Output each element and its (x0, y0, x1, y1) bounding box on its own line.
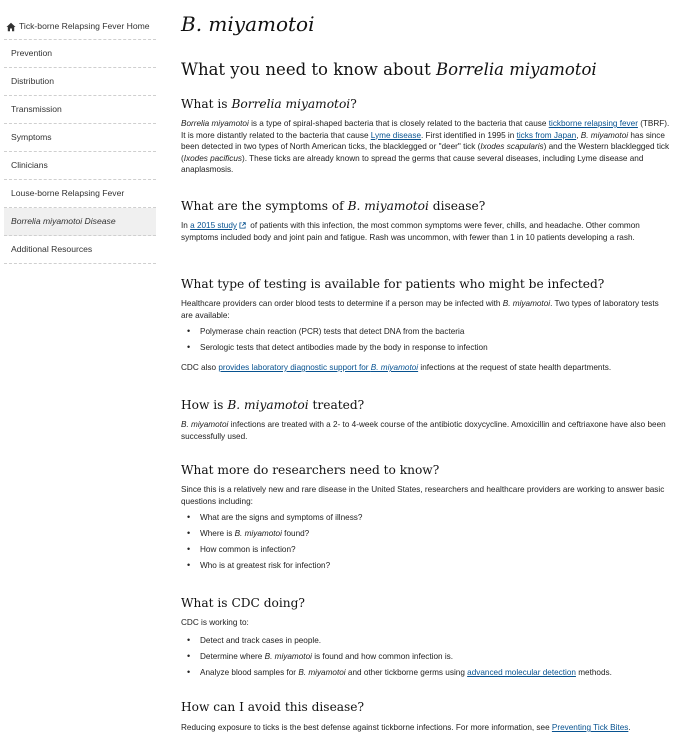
section-paragraph: Since this is a relatively new and rare disease in the United States, researchers and healthcare providers are working to answer basic questions including: (181, 485, 665, 506)
study-2015-link[interactable]: a 2015 study (190, 221, 237, 230)
sidebar-item-prevention[interactable] (4, 40, 156, 68)
paragraph-text: . First identified in 1995 in (421, 130, 517, 140)
home-icon (6, 22, 16, 32)
sidebar-item-label: Additional Resources (11, 244, 93, 254)
list-item-text: Where is (200, 529, 235, 538)
sidebar-item-transmission[interactable] (4, 96, 156, 124)
list-item: • Polymerase chain reaction (PCR) tests that detect DNA from the bacteria (181, 326, 671, 338)
page-subtitle (181, 60, 671, 80)
paragraph-text: CDC also (181, 363, 219, 372)
heading-italic: Borrelia miyamotoi (231, 97, 351, 111)
paragraph-text: , (576, 130, 581, 140)
italic-text: Borrelia miyamotoi (181, 119, 249, 128)
paragraph-text: (TBRF). It is more distantly related to the bacteria that cause (181, 119, 670, 140)
subtitle-italic: Borrelia miyamotoi (435, 60, 597, 79)
ticks-from-japan-link[interactable]: ticks from Japan (516, 130, 577, 140)
section-paragraph (181, 362, 671, 374)
list-item: • Who is at greatest risk for infection? (181, 560, 671, 572)
link-text: provides laboratory diagnostic support for (218, 363, 371, 372)
list-item: • Serologic tests that detect antibodies made by the body in response to infection (181, 342, 671, 354)
section-cdc (181, 596, 671, 678)
testing-list (181, 326, 671, 353)
section-research (181, 463, 671, 572)
sidebar-item-label-italic: Borrelia miyamotoi (11, 216, 83, 226)
sidebar-item-clinicians[interactable] (4, 152, 156, 180)
heading-italic: B. miyamotoi (227, 398, 309, 412)
subtitle-text: What you need to know about (181, 60, 436, 79)
italic-text: B. miyamotoi (264, 651, 312, 661)
lyme-disease-link[interactable]: Lyme disease (370, 130, 421, 140)
sidebar-item-label: Clinicians (11, 160, 48, 170)
paragraph-text: . Two types of laboratory tests are available: (181, 299, 659, 320)
list-item-text: and other tickborne germs using (345, 667, 468, 677)
sidebar-item-home[interactable] (4, 18, 156, 40)
paragraph-text: ). These ticks are already known to spread the germs that cause several diseases, including Lyme disease and anaplasmosis. (181, 153, 644, 174)
italic-text: B. miyamotoi (298, 667, 346, 677)
section-treated (181, 398, 671, 442)
list-item (181, 651, 671, 663)
paragraph-text: infections at the request of state health departments. (418, 363, 612, 372)
preventing-tick-bites-link[interactable]: Preventing Tick Bites (551, 723, 629, 732)
heading-text: ? (350, 97, 357, 111)
section-what-is (181, 97, 671, 176)
tickborne-relapsing-fever-link[interactable]: tickborne relapsing fever (548, 119, 638, 128)
list-item-text: methods. (575, 667, 612, 677)
paragraph-text: In (181, 221, 191, 230)
sidebar-item-distribution[interactable] (4, 68, 156, 96)
section-heading: What type of testing is available for patients who might be infected? (181, 277, 605, 291)
section-paragraph (181, 722, 671, 734)
list-item: • How common is infection? (181, 544, 671, 556)
section-heading: What is CDC doing? (181, 596, 305, 610)
heading-text: treated? (308, 398, 365, 412)
list-item-text: found? (281, 529, 310, 538)
section-paragraph (181, 298, 671, 321)
list-item-text: Determine where (200, 651, 265, 661)
sidebar-item-symptoms[interactable] (4, 124, 156, 152)
list-item (181, 528, 671, 540)
section-paragraph (181, 220, 671, 243)
list-item (181, 667, 671, 679)
sidebar-item-label: Transmission (11, 104, 62, 114)
section-symptoms (181, 199, 671, 243)
section-heading (181, 398, 671, 413)
section-testing (181, 277, 671, 374)
section-heading: What more do researchers need to know? (181, 463, 440, 477)
italic-text: Ixodes scapularis (480, 142, 544, 151)
research-list (181, 512, 671, 572)
paragraph-text: . (628, 723, 631, 732)
heading-text: What are the symptoms of (181, 199, 348, 213)
paragraph-text: Healthcare providers can order blood tests to determine if a person may be infected with (181, 299, 503, 308)
italic-text: B. miyamotoi (580, 130, 629, 140)
main-content (181, 12, 671, 732)
italic-text: B. miyamotoi (181, 420, 229, 429)
advanced-molecular-detection-link[interactable]: advanced molecular detection (467, 667, 576, 677)
page-title: B. miyamotoi (181, 12, 315, 36)
section-heading (181, 199, 671, 214)
italic-text: B. miyamotoi (502, 299, 551, 308)
section-heading (181, 97, 671, 112)
section-avoid (181, 700, 671, 734)
paragraph-text: ) and the Western blacklegged tick ( (181, 142, 670, 163)
sidebar-item-label: Tick-borne Relapsing Fever Home (19, 21, 150, 31)
section-heading: How can I avoid this disease? (181, 700, 365, 714)
sidebar-item-label: Prevention (11, 48, 53, 58)
sidebar-item-label: Symptoms (11, 132, 52, 142)
external-link-icon (239, 222, 246, 229)
lab-support-link[interactable] (218, 363, 418, 372)
italic-text: Ixodes pacificus (183, 153, 242, 163)
sidebar-item-borrelia-miyamotoi[interactable] (4, 208, 156, 236)
paragraph-text: Reducing exposure to ticks is the best defense against tickborne infections. For more information, see (181, 723, 552, 732)
list-item-text: is found and how common infection is. (311, 651, 454, 661)
heading-text: What is (181, 97, 232, 111)
paragraph-text: has since been detected in two types of North American ticks, the blacklegged or "deer" tick ( (181, 130, 665, 151)
sidebar-item-label: Louse-borne Relapsing Fever (11, 188, 125, 198)
heading-text: disease? (428, 199, 486, 213)
heading-italic: B. miyamotoi (347, 199, 429, 213)
section-paragraph (181, 419, 671, 442)
sidebar-item-additional-resources[interactable] (4, 236, 156, 264)
sidebar-item-label: Disease (82, 216, 116, 226)
sidebar-item-louse-borne[interactable] (4, 180, 156, 208)
paragraph-text: infections are treated with a 2- to 4-week course of the antibiotic doxycycline. Amoxicillin and ceftriaxone have also been successfully used. (181, 420, 666, 441)
italic-text: B. miyamotoi (234, 529, 282, 538)
list-item-text: Analyze blood samples for (200, 667, 299, 677)
paragraph-text: of patients with this infection, the most common symptoms were fever, chills, and headache. Other common symptoms included body and joint pain and fatigue. Rash was uncommon, with fewer than 1 in 10 patients developing a rash. (181, 221, 640, 242)
section-paragraph (181, 118, 671, 176)
sidebar-item-label: Distribution (11, 76, 54, 86)
list-item: • Detect and track cases in people. (181, 635, 671, 647)
section-paragraph: CDC is working to: (181, 618, 249, 627)
heading-text: How is (181, 398, 228, 412)
list-item: • What are the signs and symptoms of illness? (181, 512, 671, 524)
paragraph-text: is a type of spiral-shaped bacteria that is closely related to the bacteria that cause (248, 119, 549, 128)
sidebar-nav (4, 18, 156, 264)
link-italic: B. miyamotoi (370, 363, 419, 372)
cdc-list (181, 635, 671, 679)
